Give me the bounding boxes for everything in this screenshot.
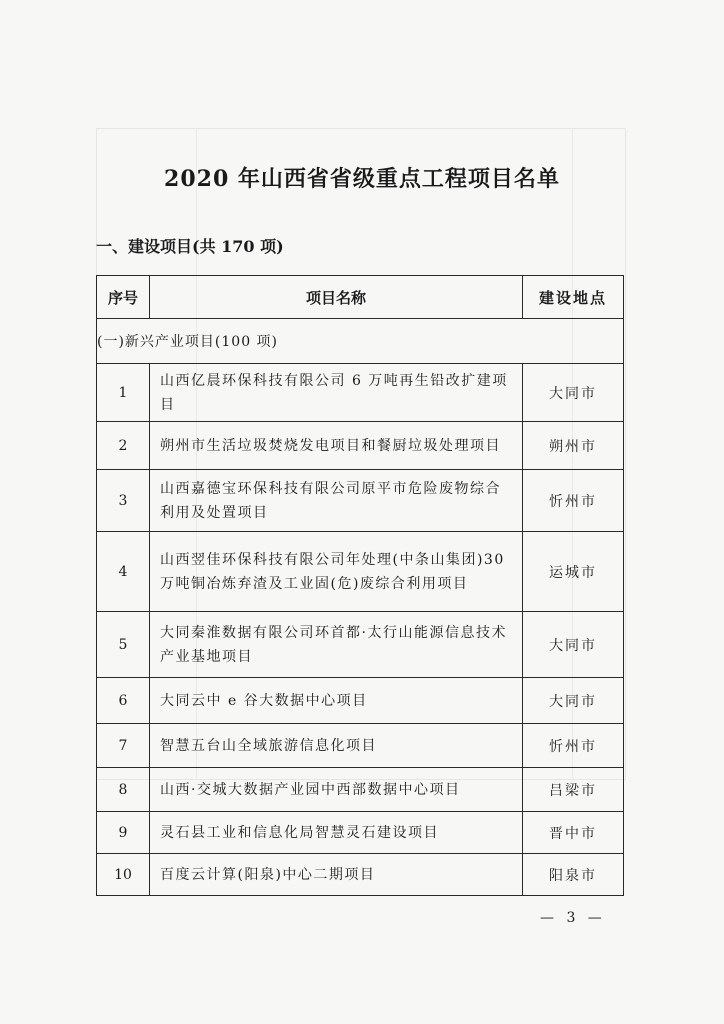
row-no: 2 — [97, 422, 150, 470]
row-name: 山西翌佳环保科技有限公司年处理(中条山集团)30 万吨铜冶炼弃渣及工业固(危)废综合利用项目 — [150, 532, 523, 612]
row-name: 百度云计算(阳泉)中心二期项目 — [150, 854, 523, 896]
row-location: 朔州市 — [523, 422, 624, 470]
row-name: 大同秦淮数据有限公司环首都·太行山能源信息技术产业基地项目 — [150, 612, 523, 678]
row-name: 智慧五台山全域旅游信息化项目 — [150, 724, 523, 768]
row-no: 1 — [97, 364, 150, 422]
row-location: 大同市 — [523, 364, 624, 422]
category-label: (一)新兴产业项目(100 项) — [97, 319, 624, 364]
table-row — [97, 678, 624, 724]
header-no: 序号 — [97, 276, 150, 319]
table-row — [97, 854, 624, 896]
table-row — [97, 812, 624, 854]
row-no: 8 — [97, 768, 150, 812]
table-row — [97, 768, 624, 812]
row-location: 忻州市 — [523, 470, 624, 532]
document-title: 2020 年山西省省级重点工程项目名单 — [164, 166, 560, 192]
row-location: 大同市 — [523, 612, 624, 678]
row-location: 吕梁市 — [523, 768, 624, 812]
row-location: 阳泉市 — [523, 854, 624, 896]
row-name: 大同云中 e 谷大数据中心项目 — [150, 678, 523, 724]
row-no: 7 — [97, 724, 150, 768]
row-no: 5 — [97, 612, 150, 678]
row-location: 忻州市 — [523, 724, 624, 768]
row-no: 10 — [97, 854, 150, 896]
row-name: 山西·交城大数据产业园中西部数据中心项目 — [150, 768, 523, 812]
category-row — [97, 319, 624, 364]
row-location: 晋中市 — [523, 812, 624, 854]
row-no: 4 — [97, 532, 150, 612]
table-row — [97, 470, 624, 532]
header-name: 项目名称 — [150, 276, 523, 319]
table-row — [97, 724, 624, 768]
table-row — [97, 364, 624, 422]
row-name: 灵石县工业和信息化局智慧灵石建设项目 — [150, 812, 523, 854]
page-number: — 3 — — [540, 910, 606, 926]
row-name: 山西嘉德宝环保科技有限公司原平市危险废物综合利用及处置项目 — [150, 470, 523, 532]
row-name: 山西亿晨环保科技有限公司 6 万吨再生铅改扩建项目 — [150, 364, 523, 422]
header-location: 建设地点 — [523, 276, 624, 319]
row-no: 9 — [97, 812, 150, 854]
table-row — [97, 532, 624, 612]
row-location: 运城市 — [523, 532, 624, 612]
row-no: 6 — [97, 678, 150, 724]
table-row — [97, 422, 624, 470]
row-no: 3 — [97, 470, 150, 532]
section-heading: 一、建设项目(共 170 项) — [96, 237, 284, 256]
project-table — [96, 275, 624, 896]
table-row — [97, 612, 624, 678]
table-header-row — [97, 276, 624, 319]
row-location: 大同市 — [523, 678, 624, 724]
row-name: 朔州市生活垃圾焚烧发电项目和餐厨垃圾处理项目 — [150, 422, 523, 470]
